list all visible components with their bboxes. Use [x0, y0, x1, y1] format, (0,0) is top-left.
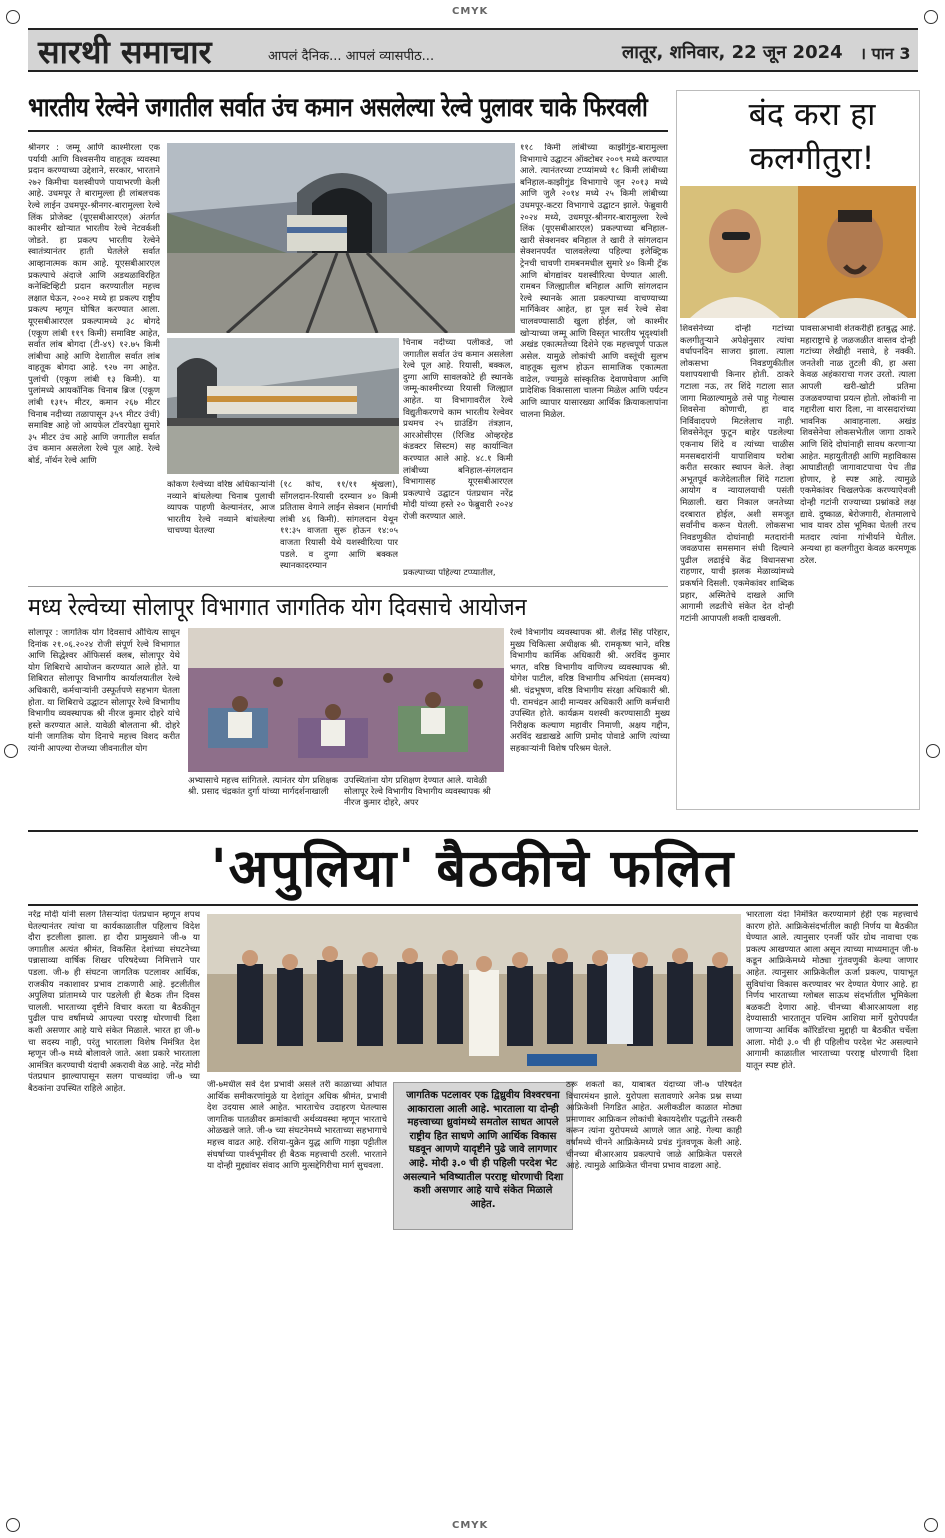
editorial-title-line-1: बंद करा हा: [748, 95, 876, 133]
rail-tunnel-photo: [167, 143, 515, 333]
rail-column-mid-d: प्रकल्पाच्या पहिल्या टप्प्यातील,: [403, 568, 496, 578]
registration-mark-icon: [6, 10, 20, 24]
registration-mark-icon: [6, 1518, 20, 1532]
editorial-politicians-photo: [680, 186, 916, 318]
print-mark-top: CMYK: [452, 6, 489, 17]
editorial-title-line-2: कलगीतुरा!: [749, 139, 875, 177]
yoga-caption-1: अभ्यासाचे महत्त्व सांगितले. त्यानंतर योग प्रशिक्षक श्री. प्रसाद चंद्रकांत दुर्गा यांच्या मार्गदर्शनाखाली: [188, 776, 338, 797]
page-number: । पान 3: [860, 44, 911, 63]
rail-column-3: ११८ किमी लांबीच्या काझीगुंड-बारामुल्ला विभागाचे उद्घाटन ऑक्टोबर २००९ मध्ये करण्यात आले. त्यानंतरच्या टप्प्यांमध्ये १८ किमी लांबीच्या बनिहाल-काझीगुंड विभागाचे जून २०१३ मध्ये आणि जुलै २०१४ मध्ये २५ किमी लांबीच्या उधमपूर-कटरा विभागाचे उद्घाटन झाले. फेब्रुवारी २०२४ मध्ये, उधमपूर-श्रीनगर-बारामुल्ला रेल्वे लिंक (यूएसबीआरएल) प्रकल्पाच्या बनिहाल-खारी सेक्शनवर बनिहाल ते खारी ते सांगलदान सेक्शनपर्यंत चालवलेल्या पहिल्या इलेक्ट्रिक ट्रेनची चाचणी रामबनमधील सुमारे ४० किमी ट्रॅक आणि बोगद्यांवर यशस्वीरित्या घेण्यात आली. रामबन जिल्ह्यातील बनिहाल आणि सांगलदान रेल्वे स्थानके आता प्रकल्पाच्या वाचण्याच्या मार्गिकेवर आहेत, हा पूल सर्व रेल्वे सेवा चालवण्यासाठी खुला होईल, जो काश्मीर खोऱ्याच्या जम्मू आणि विस्तृत भारतीय भूदृश्यांशी अखंड एकात्मतेच्या दिशेने एक महत्त्वपूर्ण पाऊल असेल. यामुळे लोकांची आणि वस्तूंची सुलभ वाहतूक सुलभ होऊन सामाजिक एकात्मता वाढेल, ज्यामुळे सांस्कृतिक देवाणघेवाण आणि प्रादेशिक विकासाला चालना मिळेल आणि पर्यटन आणि व्यापार यासारख्या आर्थिक क्रियाकलापांना चालना मिळेल.: [520, 143, 668, 420]
g7-headline: 'अपुलिया' बैठकीचे फलित: [210, 838, 736, 899]
yoga-column-1: सोलापूर : जागतिक योग दिवसाचे औचित्य साधून दिनांक २१.०६.२०२४ रोजी संपूर्ण रेल्वे विभागात आणि सिद्धेश्वर ऑफिसर्स क्लब, सोलापूर येथे योग शिबिराचे आयोजन करण्यात आले होते. या शिबिरात सोलापूर विभागीय कार्यालयातील रेल्वे अधिकारी, कर्मचाऱ्यांनी उस्फूर्तपणे सहभाग घेतला होता. या शिबिराचे उद्घाटन सोलापूर रेल्वे विभागीय विभागीय व्यवस्थापक श्री नीरज कुमार दोहरे यांचे हस्ते करण्यात आले. यावेळी बोलताना श्री. दोहरे यांनी जागतिक योग दिनाचे महत्त्व विशद करीत त्यांनी आपल्या रोजच्या जीवनातील योग: [28, 628, 180, 754]
registration-mark-icon: [924, 10, 938, 24]
dateline: लातूर, शनिवार, 22 जून 2024: [622, 42, 843, 63]
divider: [28, 586, 668, 587]
yoga-event-photo: [188, 628, 504, 772]
g7-column-1: नरेंद्र मोदी यांनी सलग तिसऱ्यांदा पंतप्रधान म्हणून शपथ घेतल्यानंतर त्यांचा या कार्यकाळातील पहिलाच विदेश दौरा इटलीला झाला. हा दौरा प्रामुख्याने जी-७ या जगातील अत्यंत श्रीमंत, विकसित देशांच्या संघटनेच्या पन्नासाव्या वार्षिक शिखर परिषदेच्या निमित्ताने पार पडला. जी-७ ही संघटना जागतिक पटलावर आर्थिक, राजकीय नकाशावर प्रभाव टाकणारी आहे. इटलीतील अपुलिया प्रांतामध्ये पार पडलेली ही बैठक तीन दिवस चालली. भारताच्या दृष्टीने विचार करता या बैठकीतून पुढील पाच वर्षांमध्ये आपल्या परराष्ट्र धोरणाची दिशा कशी असणार आहे याचे संकेत मिळाले. भारत हा जी-७ चा सदस्य नाही, परंतु भारताला विशेष निमंत्रित देश म्हणून जी-७ मध्ये बोलावले जाते. अशा प्रकारे भारताला आमंत्रित करण्याची यंदाची अकरावी वेळ आहे. नरेंद्र मोदी पंतप्रधान झाल्यापासून सलग पाचव्यांदा जी-७ च्या बैठकांना उपस्थित राहिले आहेत.: [28, 910, 200, 1094]
registration-mark-icon: [4, 744, 18, 758]
registration-mark-icon: [926, 744, 940, 758]
rail-column-mid-a: कोकण रेल्वेच्या वरिष्ठ अधिकाऱ्यांनी नव्याने बांधलेल्या चिनाब पुलाची व्यापक पाहणी केल्यानंतर, आज भारतीय रेल्वे नव्याने बांधलेल्या चाचण्या घेतल्या: [167, 480, 275, 537]
editorial-title: [706, 92, 918, 180]
tagline: आपलं दैनिक... आपलं व्यासपीठ...: [268, 49, 435, 64]
registration-mark-icon: [924, 1518, 938, 1532]
g7-leaders-photo: [207, 914, 741, 1072]
divider: [28, 904, 918, 906]
rail-column-mid-c: (१८ कोच, ११/११ श्रृंखला), साँगलदान-रियासी दरम्यान ४० किमी प्रतितास वेगाने लाईन सेक्शन (मार्गाची लांबी ४६ किमी). सांगलदान येथून ११:३५ वाजता सुरू होऊन १४:०५ वाजता रियासी येथे यशस्वीरित्या पार पडले. व दुग्गा आणि बक्कल स्थानकादरम्यान: [280, 480, 398, 572]
print-mark-bottom: CMYK: [452, 1520, 489, 1531]
rail-column-1: श्रीनगर : जम्मू आणि काश्मीरला एक पर्यायी आणि विश्वसनीय वाहतूक व्यवस्था प्रदान करण्याच्या उद्देशाने, सरकार, भारताने २७२ किमीचा यशस्वीपणे पायाभरणी केली आहे. उधमपूर ते बारामुल्ला ही लांबलचक रेल्वे लाईन उधमपूर-श्रीनगर-बारामुल्ला रेल्वे लिंक प्रोजेक्ट (यूएसबीआरएल) अंतर्गत काश्मीर खोऱ्यात भारतीय रेल्वे नेटवर्कशी जोडते. हा प्रकल्प भारतीय रेल्वेने स्वातंत्र्यानंतर हाती घेतलेले सर्वात आव्हानात्मक काम आहे. यूएसबीआरएल प्रकल्पाचे अंदाजे आणि अडथळाविरहित कनेक्टिव्हिटी प्रदान करण्यातील महत्त्व लक्षात घेऊन, २००२ मध्ये हा प्रकल्प राष्ट्रीय प्रकल्प म्हणून घोषित करण्यात आला. यूएसबीआरएल प्रकल्पामध्ये ३८ बोगदे (एकूण लांबी ११९ किमी) समाविष्ट आहेत, सर्वात लांब बोगदा (टी-४९) १२.७५ किमी लांबीचा आहे आणि देशातील सर्वात लांब वाहतूक बोगदा आहे. ९२७ नग आहेत. पुलांची (एकूण लांबी १३ किमी). या पुलांमध्ये आयकॉनिक चिनाब ब्रिज (एकूण लांबी १३१५ मीटर, कमान २६७ मीटर चिनाब नदीच्या तळापासून ३५९ मीटर उंची) समाविष्ट आहे जो आयफेल टॉवरपेक्षा सुमारे ३५ मीटर उंच आहे आणि जगातील सर्वात उंच कमान असलेला रेल्वे पूल आहे. रेल्वे बोर्ड, नॉर्थन रेल्वे आणि: [28, 143, 160, 467]
g7-column-2: जी-७मधील सर्व देश प्रभावी असले तरी काळाच्या ओघात आर्थिक समीकरणांमुळे या देशांतून अधिक श्रीमंत, प्रभावी देश उदयास आले आहेत. भारताचेच उदाहरण घेतल्यास जागतिक पातळीवर क्रमांकाची अर्थव्यवस्था म्हणून भारताचे ओळखले जाते. जी-७ च्या संघटनेमध्ये भारताच्या सहभागाचे महत्त्व वाढत आहे. रशिया-युक्रेन युद्ध आणि गाझा पट्टीतील संघर्षाच्या पार्श्वभूमीवर ही बैठक महत्त्वाची ठरली. भारताने या दोन्ही मुद्द्यांवर संवाद आणि मुत्सद्देगिरीचा मार्ग सुचवला.: [207, 1080, 387, 1172]
divider: [28, 830, 918, 832]
g7-column-4: भारताला यंदा निमंत्रित करण्यामागे हेही एक महत्त्वाचे कारण होते. आफ्रिकेसंदर्भातील काही निर्णय या बैठकीत घेण्यात आले. त्यानुसार एनर्जी फॉर ग्रोथ नावाचा एक प्रकल्प आखण्यात आला असून त्याच्या माध्यमातून जी-७ कडून आफ्रिकेमध्ये मोठ्या गुंतवणुकी केल्या जाणार आहेत. त्यानुसार आफ्रिकेतील ऊर्जा प्रकल्प, पायाभूत सुविधांचा विकास करण्यावर भर देण्यात येणार आहे. हा निर्णय भारताच्या ग्लोबल साऊथ संदर्भातील भूमिकेला बळकटी देणारा आहे. चीनच्या बीआरआयला शह देण्यासाठी भारतातून पश्चिम आशिया मार्गे युरोपपर्यंत जाणाऱ्या आर्थिक कॉरिडॉरचा मुद्दाही या बैठकीत चर्चेला आला. मोदी ३.० ची ही पहिलीच परदेश भेट असल्याने आगामी काळातील भारताच्या परराष्ट्र धोरणाची दिशा यातून स्पष्ट होते.: [746, 910, 918, 1071]
rail-headline: भारतीय रेल्वेने जगातील सर्वात उंच कमान असलेल्या रेल्वे पुलावर चाके फिरवली: [28, 93, 648, 123]
editorial-column-1: शिवसेनेच्या दोन्ही गटांच्या कलगीतुऱ्याने अपेक्षेनुसार त्यांचा वर्धापनदिन साजरा झाला. त्याला लोकसभा निवडणुकीतील यशापयशाची किनार होती. ठाकरे गटाला नऊ, तर शिंदे गटाला सात जागा मिळाल्यामुळे तसे पाहू गेल्यास शिवसेना कोणाची, हा वाद निर्विवादपणे मिटलेलाच नाही. शिवसेनेतून फुटून बाहेर पडलेल्या एकनाथ शिंदे व त्यांच्या चाळीस मनसबदारांनी यापाशिवाय घरोबा करीत सरकार स्थापन केले. तेव्हा अभूतपूर्व कजेदेलातील शिंदे गटाला आयोग व न्यायालयाची पसंती मिळाली. खरा निकाल जनतेच्या दरबारात होईल, अशी समजूत सर्वांनीच करून घेतली. लोकसभा निवडणुकीत दोघांनाही मतदारांनी जवळपास समसमान संधी दिल्याने पुढील लढाईचे केंद्र विधानसभा राहणार, याची झलक मेळाव्यांमध्ये प्रकर्षाने दिसली. एकमेकांवर शाब्दिक प्रहार, अस्मितेचे दाखले आणि आगामी लढतीचे संकेत देत दोन्ही गटांनी आपापली शक्ती दाखवली.: [680, 324, 794, 624]
yoga-caption-2: उपस्थितांना योग प्रशिक्षण देण्यात आले. यावेळी सोलापूर रेल्वे विभागीय विभागीय व्यवस्थापक श्री नीरज कुमार दोहरे, अपर: [344, 776, 491, 808]
editorial-column-2: पावसाअभावी शेतकरीही हतबुद्ध आहे. महाराष्ट्राचे हे जळजळीत वास्तव दोन्ही गटांच्या लेखीही नसावे, हे नक्की. जनतेशी नाळ तुटली की, हा असा केवळ अहंकाराचा गजर उरतो. त्याला आपली खरी-खोटी प्रतिमा उजळवण्याचा प्रयत्न होतो. लोकांनी ना गद्दारीला थारा दिला, ना वारसदारांच्या भावनिक आवाहनाला. अखंड शिवसेनेचा लोकसभेतील जागा ठाकरे आणि शिंदे दोघांनाही सावध करणाऱ्या आहेत. महायुतीतही आणि महाविकास आघाडीतही जागावाटपाचा पेच तीव्र होणार, हे स्पष्ट आहे. त्यामुळे एकमेकांवर चिखलफेक करण्याऐवजी दोन्ही गटांनी राज्याच्या प्रश्नांकडे लक्ष द्यावे. दुष्काळ, बेरोजगारी, शेतमालाचे भाव यावर ठोस भूमिका घेतली तरच मतदार त्यांना गांभीर्याने घेतील. अन्यथा हा कलगीतुरा केवळ करमणूक ठरेल.: [800, 324, 916, 566]
divider: [28, 130, 668, 132]
g7-pull-quote: जागतिक पटलावर एक द्विध्रुवीय विश्वरचना आकाराला आली आहे. भारताला या दोन्ही महत्त्वाच्या ध्रुवांमध्ये समतोल साधत आपले राष्ट्रीय हित साधणे आणि आर्थिक विकास घडवून आणणे यादृष्टीने पुढे जावे लागणार आहे. मोदी ३.० ची ही पहिली परदेश भेट असल्याने भविष्यातील परराष्ट्र धोरणाची दिशा कशी असणार आहे याचे संकेत मिळाले आहेत.: [393, 1082, 573, 1230]
rail-column-mid-b: चिनाब नदीच्या पलीकडे, जो जगातील सर्वात उंच कमान असलेला रेल्वे पूल आहे. रियासी, बक्कल, दुग्गा आणि सावलकोटे ही स्थानके जम्मू-काश्मीरच्या रियासी जिल्ह्यात आहेत. या विभागावरील रेल्वे विद्युतीकरणचे काम भारतीय रेल्वेवर प्रथमच २५ ग्राउंडिंग तंत्रज्ञान, आरओसीएस (रिजिड ओव्हरहेड कंडक्टर सिस्टम) सह कार्यान्वित करण्यात आले आहे. ४८.१ किमी लांबीच्या बनिहाल-संगलदान विभागासह यूएसबीआरएल प्रकल्पाचे उद्घाटन पंतप्रधान नरेंद्र मोदी यांच्या हस्ते २० फेब्रुवारी २०२४ रोजी करण्यात आले.: [403, 338, 513, 522]
rail-bridge-photo: [167, 338, 399, 474]
yoga-column-3: रेल्वे विभागीय व्यवस्थापक श्री. शैलेंद्र सिंह परिहार, मुख्य चिकित्सा अधीक्षक श्री. रामकृष्ण भाने, वरिष्ठ विभागीय कार्मिक अधिकारी श्री. अरविंद कुमार भगत, वरिष्ठ विभागीय वाणिज्य व्यवस्थापक श्री. योगेश पाटील, वरिष्ठ विभागीय अभियंता (समन्वय) श्री. चंद्रभूषण, वरिष्ठ विभागीय संरक्षा अधिकारी श्री. पी. रामचंद्रन आदी मान्यवर अधिकारी आणि कर्मचारी उपस्थित होते. कार्यक्रम यशस्वी करण्यासाठी मुख्य निरीक्षक कल्याण महावीर निमाणी, अक्षय गद्दीन, अरविंद खडाखडे आणि प्रमोद पोवाडे आणि त्यांच्या सहकाऱ्यांनी विशेष परिश्रम घेतले.: [510, 628, 670, 754]
newspaper-logo: सारथी समाचार: [38, 33, 212, 71]
g7-column-3: ठरू शकतो का, याबाबत यंदाच्या जी-७ परिषदेत विचारमंथन झाले. युरोपला सतावणारे अनेक प्रश्न सध्या आफ्रिकेशी निगडित आहेत. अलीकडील काळात मोठ्या प्रमाणावर आफ्रिकन लोकांची बेकायदेशीर पद्धतीने तस्करी करून त्यांना युरोपमध्ये आणले जात आहे. गेल्या काही वर्षांमध्ये चीनने आफ्रिकेमध्ये प्रचंड गुंतवणूक केली आहे. चीनच्या बीआरआय प्रकल्पाचे जाळे आफ्रिकेत पसरले आहे. त्यामुळे आफ्रिकेत चीनचा प्रभाव वाढला आहे.: [566, 1080, 742, 1172]
yoga-headline: मध्य रेल्वेच्या सोलापूर विभागात जागतिक योग दिवसाचे आयोजन: [28, 593, 527, 621]
